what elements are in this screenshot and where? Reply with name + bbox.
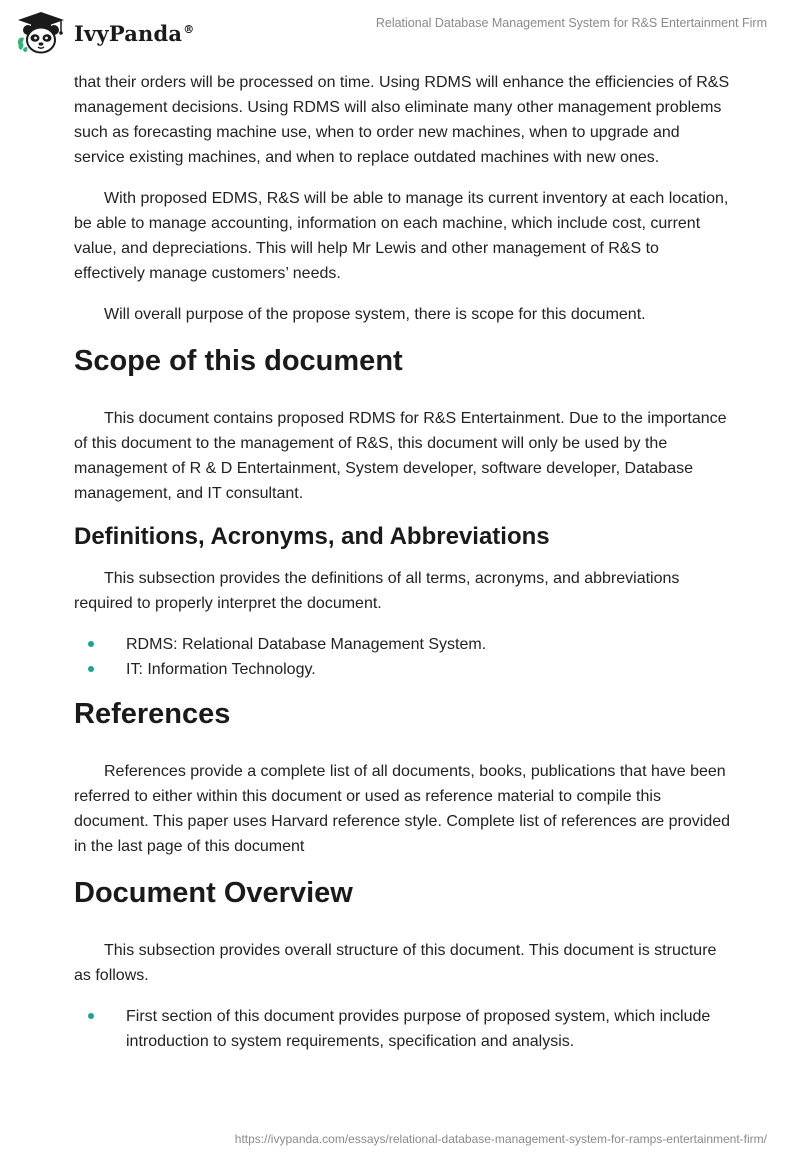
bullet-icon bbox=[88, 666, 94, 672]
overview-heading: Document Overview bbox=[74, 877, 353, 909]
scope-heading: Scope of this document bbox=[74, 345, 403, 377]
overview-paragraph: This subsection provides overall structure of this document. This document is structure as follows. bbox=[74, 942, 717, 984]
references-paragraph: References provide a complete list of all documents, books, publications that have been referred to either within this document or used as reference material to compile this document. This paper uses Harvard reference style. Complete list of references are provided in the last page of this document bbox=[74, 763, 731, 855]
definitions-paragraph: This subsection provides the definitions of all terms, acronyms, and abbreviations required to properly interpret the document. bbox=[74, 570, 680, 612]
list-item bbox=[74, 632, 734, 657]
document-title: Relational Database Management System for R&S Entertainment Firm bbox=[375, 16, 767, 30]
intro-paragraph-1: that their orders will be processed on time. Using RDMS will enhance the efficiencies of R&S management decisions. Using RDMS will also eliminate many other management problems such as forecasting machine use, when to order new machines, when to upgrade and service existing machines, and when to replace outdated machines with new ones. bbox=[74, 74, 730, 166]
scope-paragraph: This document contains proposed RDMS for R&S Entertainment. Due to the importance of this document to the management of R&S, this document will only be used by the management of R & D Entertainment, System developer, software developer, Database management, and IT consultant. bbox=[74, 410, 727, 502]
intro-paragraph-2: With proposed EDMS, R&S will be able to manage its current inventory at each location, be able to manage accounting, information on each machine, which include cost, current value, and depreciations. This will help Mr Lewis and other management of R&S to effectively manage customers’ needs. bbox=[74, 190, 729, 282]
intro-paragraph-3: Will overall purpose of the propose system, there is scope for this document. bbox=[104, 306, 646, 323]
definitions-list bbox=[74, 632, 734, 682]
list-item bbox=[74, 1004, 734, 1054]
references-heading: References bbox=[74, 698, 231, 730]
bullet-icon bbox=[88, 1013, 94, 1019]
registered-mark: ® bbox=[183, 22, 195, 36]
panda-icon bbox=[14, 10, 68, 56]
list-item-text: IT: Information Technology. bbox=[126, 661, 316, 678]
list-item-text: First section of this document provides purpose of proposed system, which include introduction to system requirements, specification and analysis. bbox=[126, 1008, 711, 1050]
list-item-text: RDMS: Relational Database Management System. bbox=[126, 636, 487, 653]
source-url-link[interactable]: https://ivypanda.com/essays/relational-database-management-system-for-ramps-entertainment-firm/ bbox=[234, 1132, 767, 1146]
document-body bbox=[74, 70, 734, 1068]
brand-name bbox=[74, 21, 194, 46]
bullet-icon bbox=[88, 641, 94, 647]
list-item bbox=[74, 657, 734, 682]
page-header bbox=[0, 0, 800, 68]
overview-list bbox=[74, 1004, 734, 1054]
ivypanda-logo[interactable] bbox=[14, 10, 194, 56]
brand-name-text: IvyPanda bbox=[74, 20, 183, 46]
definitions-heading: Definitions, Acronyms, and Abbreviations bbox=[74, 523, 550, 550]
